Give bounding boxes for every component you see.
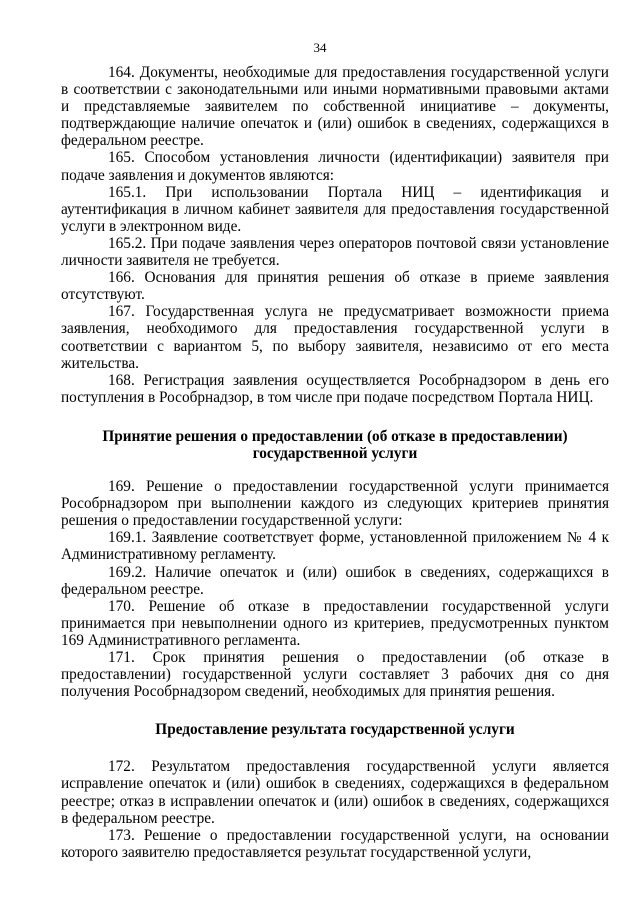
paragraph-167: 167. Государственная услуга не предусматривает возможности приема заявления, необходимого для предоставления государственной услуги в соответствии с вариантом 5, по выбору заявителя, независимо от его места жительства. <box>61 303 609 372</box>
paragraph-169-1: 169.1. Заявление соответствует форме, установленной приложением № 4 к Административному регламенту. <box>61 529 609 564</box>
paragraph-170: 170. Решение об отказе в предоставлении государственной услуги принимается при невыполнении одного из критериев, предусмотренных пунктом 169 Административного регламента. <box>61 597 609 649</box>
page-number: 34 <box>313 40 327 55</box>
paragraph-165-2: 165.2. При подаче заявления через операторов почтовой связи установление личности заявителя не требуется. <box>61 234 609 270</box>
paragraph-173: 173. Решение о предоставлении государственной услуги, на основании которого заявителю предоставляется результат государственной услуги, <box>61 826 609 861</box>
paragraph-172: 172. Результатом предоставления государственной услуги является исправление опечаток и (или) ошибок в сведениях, содержащихся в федеральном реестре; отказ в исправлении опечаток и (или) ошибок в сведениях, содержащихся в федеральном реестре. <box>61 758 609 827</box>
paragraph-166: 166. Основания для принятия решения об отказе в приеме заявления отсутствуют. <box>61 269 609 304</box>
section-heading-result: Предоставление результата государственной услуги <box>155 721 515 739</box>
paragraph-169: 169. Решение о предоставлении государственной услуги принимается Рособрнадзором при выполнении каждого из следующих критериев принятия решения о предоставлении государственной услуги: <box>61 478 609 530</box>
paragraph-169-2: 169.2. Наличие опечаток и (или) ошибок в сведениях, содержащихся в федеральном реестре. <box>61 563 609 598</box>
paragraph-165-1: 165.1. При использовании Портала НИЦ – идентификация и аутентификация в личном кабинет заявителя для предоставления государственной услуги в электронном виде. <box>61 183 609 235</box>
paragraph-165: 165. Способом установления личности (идентификации) заявителя при подаче заявления и документов являются: <box>61 149 609 184</box>
paragraph-164: 164. Документы, необходимые для предоставления государственной услуги в соответствии с законодательными или иными нормативными правовыми актами и представляемые заявителем по собственной инициативе – документы, подтверждающие наличие опечаток и (или) ошибок в сведениях, содержащихся в федеральном реестре. <box>61 64 609 150</box>
page-content <box>61 64 609 861</box>
section-heading-decision: Принятие решения о предоставлении (об отказе в предоставлении) государственной услуги <box>102 427 568 462</box>
paragraph-171: 171. Срок принятия решения о предоставлении (об отказе в предоставлении) государственной услуги составляет 3 рабочих дня со дня получения Рособрнадзором сведений, необходимых для принятия решения. <box>61 649 609 701</box>
paragraph-168: 168. Регистрация заявления осуществляется Рособрнадзором в день его поступления в Рособрнадзор, в том числе при подаче посредством Портала НИЦ. <box>61 371 609 406</box>
